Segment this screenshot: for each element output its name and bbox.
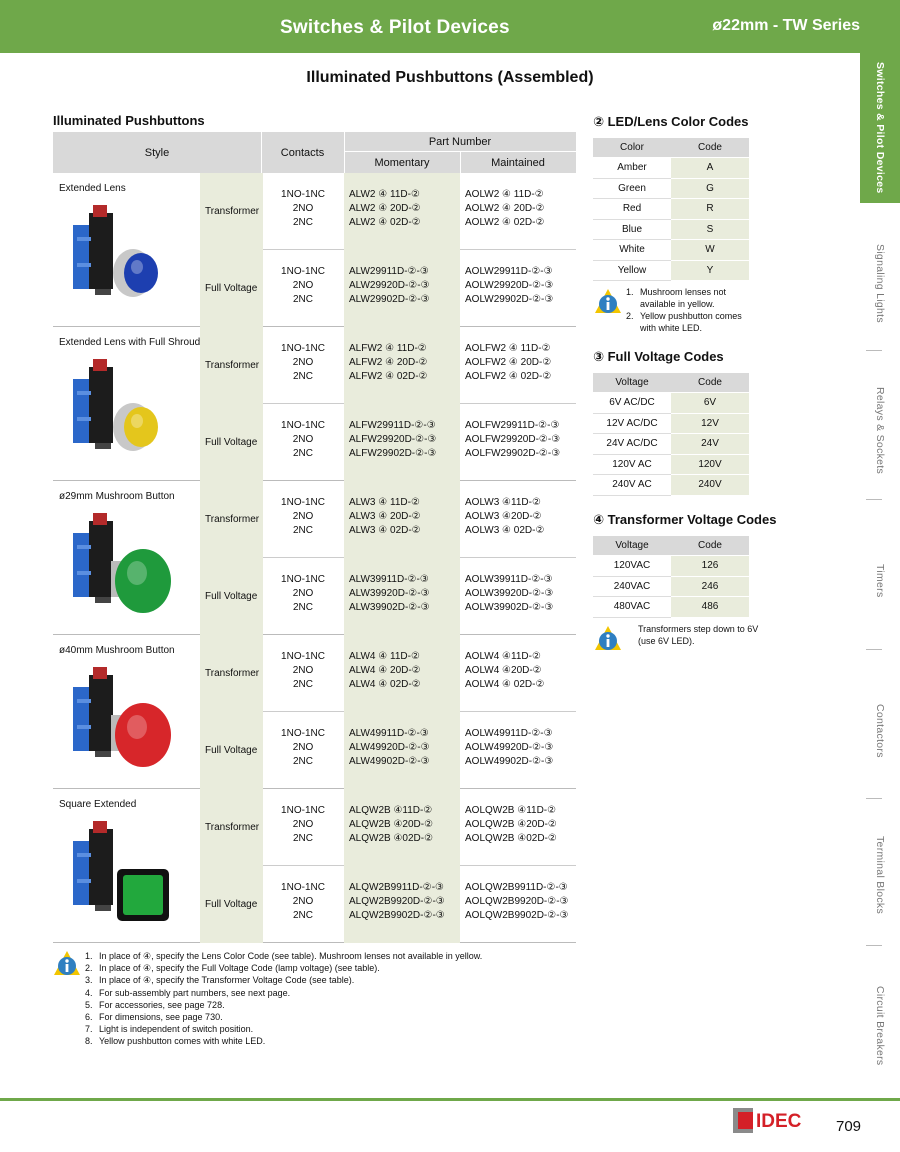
maintained-cell bbox=[460, 419, 576, 461]
maintained-cell bbox=[460, 342, 576, 384]
table-body bbox=[53, 173, 576, 943]
momentary-line: ALFW29911D-②-③ bbox=[349, 420, 436, 431]
maintained-line: AOLW29902D-②-③ bbox=[465, 294, 554, 305]
table-group bbox=[53, 789, 576, 943]
contacts-line: 2NC bbox=[292, 217, 313, 228]
contacts-line: 1NO-1NC bbox=[281, 420, 325, 431]
maintained-line: AOLQW2B9920D-②-③ bbox=[465, 896, 569, 907]
momentary-line: ALW2 ④ 11D-② bbox=[349, 189, 420, 200]
side-tab-timers[interactable]: Timers bbox=[874, 563, 886, 598]
code-cell: 246 bbox=[671, 577, 749, 598]
momentary-cell bbox=[344, 173, 460, 250]
product-photo bbox=[65, 511, 195, 621]
style-label: Extended Lens bbox=[59, 183, 126, 194]
value-cell: Blue bbox=[593, 220, 671, 241]
code-cell: 120V bbox=[671, 455, 749, 476]
page-number: 709 bbox=[836, 1118, 862, 1135]
column-header: Color bbox=[593, 138, 671, 158]
value-cell: 120V AC bbox=[593, 455, 671, 476]
momentary-line: ALW3 ④ 11D-② bbox=[349, 497, 420, 508]
table-row bbox=[593, 414, 749, 435]
maintained-line: AOLFW2 ④ 20D-② bbox=[465, 357, 552, 368]
value-cell: Amber bbox=[593, 158, 671, 179]
contacts-line: 2NC bbox=[292, 602, 313, 613]
table-row bbox=[200, 866, 576, 943]
maintained-line: AOLW2 ④ 20D-② bbox=[465, 203, 545, 214]
table-group bbox=[53, 327, 576, 481]
style-label: ø29mm Mushroom Button bbox=[59, 491, 175, 502]
maintained-line: AOLQW2B ④11D-② bbox=[465, 805, 557, 816]
table-row bbox=[593, 434, 749, 455]
momentary-line: ALW49911D-②-③ bbox=[349, 728, 429, 739]
footnote: 5. For accessories, see page 728. bbox=[85, 999, 225, 1010]
code-cell: 240V bbox=[671, 475, 749, 496]
col-part-number: Part Number bbox=[428, 135, 492, 148]
maintained-line: AOLW2 ④ 02D-② bbox=[465, 217, 545, 228]
maintained-line: AOLFW29911D-②-③ bbox=[465, 420, 560, 431]
table-row bbox=[593, 556, 749, 577]
momentary-cell bbox=[344, 789, 460, 866]
value-cell: 24V AC/DC bbox=[593, 434, 671, 455]
footnote: 6. For dimensions, see page 730. bbox=[85, 1012, 223, 1023]
contacts-line: 1NO-1NC bbox=[281, 882, 325, 893]
code-cell: G bbox=[671, 179, 749, 200]
momentary-line: ALQW2B9902D-②-③ bbox=[349, 910, 445, 921]
side-tab-relays-sockets[interactable]: Relays & Sockets bbox=[874, 386, 886, 475]
maintained-line: AOLW4 ④20D-② bbox=[465, 665, 542, 676]
momentary-line: ALQW2B ④20D-② bbox=[349, 819, 434, 830]
voltage-type: Transformer bbox=[200, 173, 263, 250]
momentary-cell bbox=[344, 481, 460, 558]
side-tab-contactors[interactable]: Contactors bbox=[874, 703, 886, 758]
momentary-cell bbox=[344, 712, 460, 789]
main-table-heading: Illuminated Pushbuttons bbox=[53, 113, 205, 128]
maintained-cell bbox=[460, 881, 576, 923]
table-row bbox=[593, 179, 749, 200]
contacts-cell bbox=[263, 650, 343, 692]
table-group bbox=[53, 481, 576, 635]
table-row bbox=[200, 481, 576, 558]
maintained-line: AOLW39902D-②-③ bbox=[465, 602, 554, 613]
voltage-type: Full Voltage bbox=[200, 404, 263, 481]
table-row bbox=[200, 250, 576, 327]
column-header: Code bbox=[671, 536, 749, 556]
maintained-line: AOLW4 ④11D-② bbox=[465, 651, 541, 662]
table-row bbox=[593, 240, 749, 261]
code-cell: 24V bbox=[671, 434, 749, 455]
momentary-line: ALFW29902D-②-③ bbox=[349, 448, 437, 459]
momentary-line: ALFW2 ④ 11D-② bbox=[349, 343, 427, 354]
contacts-line: 1NO-1NC bbox=[281, 805, 325, 816]
contacts-line: 2NC bbox=[292, 756, 313, 767]
momentary-line: ALW4 ④ 11D-② bbox=[349, 651, 420, 662]
style-label: ø40mm Mushroom Button bbox=[59, 645, 175, 656]
table-row bbox=[593, 577, 749, 598]
value-cell: White bbox=[593, 240, 671, 261]
momentary-line: ALFW2 ④ 02D-② bbox=[349, 371, 428, 382]
code-cell: Y bbox=[671, 261, 749, 282]
table-row bbox=[200, 789, 576, 866]
momentary-line: ALW4 ④ 20D-② bbox=[349, 665, 421, 676]
maintained-line: AOLW29911D-②-③ bbox=[465, 266, 553, 277]
momentary-line: ALQW2B ④02D-② bbox=[349, 833, 434, 844]
code-cell: R bbox=[671, 199, 749, 220]
momentary-line: ALW49902D-②-③ bbox=[349, 756, 430, 767]
contacts-line: 2NO bbox=[292, 203, 314, 214]
maintained-cell bbox=[460, 496, 576, 538]
side-tab-circuit-breakers[interactable]: Circuit Breakers bbox=[874, 985, 886, 1066]
maintained-cell bbox=[460, 727, 576, 769]
contacts-line: 1NO-1NC bbox=[281, 651, 325, 662]
contacts-line: 1NO-1NC bbox=[281, 189, 325, 200]
voltage-type: Full Voltage bbox=[200, 712, 263, 789]
momentary-line: ALFW29920D-②-③ bbox=[349, 434, 437, 445]
contacts-line: 2NO bbox=[292, 665, 314, 676]
column-header: Code bbox=[671, 138, 749, 158]
side-tab-switches[interactable]: Switches & Pilot Devices bbox=[860, 53, 900, 203]
page-header bbox=[0, 0, 900, 53]
contacts-cell bbox=[263, 419, 343, 461]
voltage-type: Transformer bbox=[200, 327, 263, 404]
led-color-table bbox=[593, 138, 749, 281]
col-maintained: Maintained bbox=[491, 156, 545, 169]
maintained-line: AOLFW29920D-②-③ bbox=[465, 434, 561, 445]
momentary-cell bbox=[344, 866, 460, 943]
col-momentary: Momentary bbox=[374, 156, 430, 169]
maintained-line: AOLQW2B ④02D-② bbox=[465, 833, 557, 844]
maintained-line: AOLW49902D-②-③ bbox=[465, 756, 554, 767]
contacts-line: 2NC bbox=[292, 294, 313, 305]
contacts-line: 2NO bbox=[292, 896, 314, 907]
contacts-line: 1NO-1NC bbox=[281, 497, 325, 508]
voltage-type: Transformer bbox=[200, 481, 263, 558]
full-voltage-heading: ③ Full Voltage Codes bbox=[593, 349, 724, 364]
contacts-cell bbox=[263, 496, 343, 538]
code-cell: S bbox=[671, 220, 749, 241]
table-row bbox=[200, 635, 576, 712]
table-row bbox=[593, 199, 749, 220]
momentary-cell bbox=[344, 327, 460, 404]
side-tab-signaling-lights[interactable]: Signaling Lights bbox=[874, 243, 886, 323]
side-tab-terminal-blocks[interactable]: Terminal Blocks bbox=[874, 836, 886, 915]
value-cell: 120VAC bbox=[593, 556, 671, 577]
table-row bbox=[593, 475, 749, 496]
maintained-line: AOLQW2B ④20D-② bbox=[465, 819, 557, 830]
maintained-line: AOLFW2 ④ 11D-② bbox=[465, 343, 551, 354]
product-photo bbox=[65, 819, 195, 929]
style-label: Square Extended bbox=[59, 799, 137, 810]
code-cell: A bbox=[671, 158, 749, 179]
value-cell: Red bbox=[593, 199, 671, 220]
momentary-line: ALQW2B9911D-②-③ bbox=[349, 882, 444, 893]
maintained-line: AOLW49920D-②-③ bbox=[465, 742, 554, 753]
contacts-line: 2NO bbox=[292, 819, 314, 830]
contacts-cell bbox=[263, 265, 343, 307]
momentary-cell bbox=[344, 250, 460, 327]
transformer-note: Transformers step down to 6V (use 6V LED). bbox=[638, 624, 759, 646]
maintained-line: AOLW2 ④ 11D-② bbox=[465, 189, 544, 200]
maintained-cell bbox=[460, 573, 576, 615]
table-row bbox=[200, 712, 576, 789]
momentary-line: ALW29920D-②-③ bbox=[349, 280, 430, 291]
info-icon bbox=[53, 950, 81, 976]
voltage-type: Full Voltage bbox=[200, 558, 263, 635]
contacts-cell bbox=[263, 804, 343, 846]
column-header: Voltage bbox=[593, 536, 671, 556]
momentary-line: ALW2 ④ 20D-② bbox=[349, 203, 421, 214]
momentary-line: ALW29902D-②-③ bbox=[349, 294, 430, 305]
momentary-line: ALW29911D-②-③ bbox=[349, 266, 429, 277]
momentary-line: ALW39911D-②-③ bbox=[349, 574, 429, 585]
contacts-line: 2NC bbox=[292, 371, 313, 382]
code-cell: 6V bbox=[671, 393, 749, 414]
momentary-line: ALW3 ④ 02D-② bbox=[349, 525, 421, 536]
value-cell: 12V AC/DC bbox=[593, 414, 671, 435]
table-row bbox=[200, 558, 576, 635]
maintained-line: AOLFW2 ④ 02D-② bbox=[465, 371, 552, 382]
contacts-line: 1NO-1NC bbox=[281, 266, 325, 277]
contacts-line: 2NO bbox=[292, 742, 314, 753]
footnote: 3. In place of ④, specify the Transformer Voltage Code (see table). bbox=[85, 975, 355, 986]
code-table-header bbox=[593, 536, 749, 556]
voltage-type: Transformer bbox=[200, 635, 263, 712]
product-photo bbox=[65, 203, 195, 313]
contacts-cell bbox=[263, 727, 343, 769]
momentary-line: ALW2 ④ 02D-② bbox=[349, 217, 421, 228]
value-cell: Green bbox=[593, 179, 671, 200]
table-row bbox=[200, 173, 576, 250]
momentary-cell bbox=[344, 635, 460, 712]
contacts-line: 1NO-1NC bbox=[281, 728, 325, 739]
maintained-line: AOLW3 ④20D-② bbox=[465, 511, 542, 522]
table-row bbox=[593, 393, 749, 414]
footer-rule bbox=[0, 1098, 900, 1101]
table-group bbox=[53, 635, 576, 789]
product-photo bbox=[65, 357, 195, 467]
table-row bbox=[200, 404, 576, 481]
maintained-line: AOLW39911D-②-③ bbox=[465, 574, 553, 585]
contacts-line: 2NO bbox=[292, 588, 314, 599]
code-cell: 486 bbox=[671, 597, 749, 618]
contacts-line: 2NC bbox=[292, 833, 313, 844]
maintained-line: AOLW39920D-②-③ bbox=[465, 588, 554, 599]
code-table-header bbox=[593, 373, 749, 393]
code-table-header bbox=[593, 138, 749, 158]
maintained-line: AOLW49911D-②-③ bbox=[465, 728, 553, 739]
column-header: Code bbox=[671, 373, 749, 393]
table-row bbox=[593, 455, 749, 476]
value-cell: 240V AC bbox=[593, 475, 671, 496]
contacts-line: 2NO bbox=[292, 357, 314, 368]
series-title: ø22mm - TW Series bbox=[712, 17, 860, 34]
section-title: Switches & Pilot Devices bbox=[280, 17, 510, 38]
momentary-line: ALW3 ④ 20D-② bbox=[349, 511, 421, 522]
table-row bbox=[593, 158, 749, 179]
contacts-line: 2NC bbox=[292, 525, 313, 536]
contacts-line: 2NC bbox=[292, 448, 313, 459]
momentary-line: ALW39902D-②-③ bbox=[349, 602, 430, 613]
contacts-line: 1NO-1NC bbox=[281, 574, 325, 585]
info-icon bbox=[594, 625, 622, 651]
contacts-line: 2NO bbox=[292, 511, 314, 522]
idec-logo bbox=[733, 1108, 813, 1133]
transformer-table bbox=[593, 536, 749, 618]
table-group bbox=[53, 173, 576, 327]
full-voltage-table bbox=[593, 373, 749, 496]
product-photo bbox=[65, 665, 195, 775]
table-header bbox=[53, 132, 576, 173]
contacts-line: 2NC bbox=[292, 679, 313, 690]
footnote: 4. For sub-assembly part numbers, see next page. bbox=[85, 987, 291, 998]
momentary-line: ALW39920D-②-③ bbox=[349, 588, 430, 599]
maintained-cell bbox=[460, 650, 576, 692]
value-cell: 240VAC bbox=[593, 577, 671, 598]
contacts-cell bbox=[263, 342, 343, 384]
contacts-line: 2NC bbox=[292, 910, 313, 921]
momentary-line: ALQW2B ④11D-② bbox=[349, 805, 433, 816]
momentary-line: ALQW2B9920D-②-③ bbox=[349, 896, 445, 907]
maintained-line: AOLW29920D-②-③ bbox=[465, 280, 554, 291]
maintained-cell bbox=[460, 188, 576, 230]
voltage-type: Full Voltage bbox=[200, 866, 263, 943]
table-row bbox=[593, 597, 749, 618]
momentary-cell bbox=[344, 558, 460, 635]
momentary-cell bbox=[344, 404, 460, 481]
maintained-cell bbox=[460, 265, 576, 307]
col-style: Style bbox=[144, 146, 170, 159]
value-cell: 6V AC/DC bbox=[593, 393, 671, 414]
led-notes: 1. Mushroom lenses not available in yellow. 2. Yellow pushbutton comes with white LED. bbox=[626, 287, 742, 333]
value-cell: Yellow bbox=[593, 261, 671, 282]
footnote: 7. Light is independent of switch position. bbox=[85, 1024, 254, 1035]
maintained-line: AOLW3 ④ 02D-② bbox=[465, 525, 545, 536]
voltage-type: Full Voltage bbox=[200, 250, 263, 327]
maintained-line: AOLFW29902D-②-③ bbox=[465, 448, 561, 459]
maintained-line: AOLQW2B9911D-②-③ bbox=[465, 882, 568, 893]
info-icon bbox=[594, 288, 622, 314]
maintained-line: AOLQW2B9902D-②-③ bbox=[465, 910, 569, 921]
contacts-line: 2NO bbox=[292, 434, 314, 445]
code-cell: 12V bbox=[671, 414, 749, 435]
pushbutton-table bbox=[53, 132, 576, 943]
contacts-cell bbox=[263, 881, 343, 923]
momentary-line: ALW49920D-②-③ bbox=[349, 742, 430, 753]
maintained-line: AOLW4 ④ 02D-② bbox=[465, 679, 545, 690]
maintained-cell bbox=[460, 804, 576, 846]
maintained-line: AOLW3 ④11D-② bbox=[465, 497, 541, 508]
contacts-line: 1NO-1NC bbox=[281, 343, 325, 354]
footnote: 2. In place of ④, specify the Full Voltage Code (lamp voltage) (see table). bbox=[85, 963, 380, 974]
momentary-line: ALW4 ④ 02D-② bbox=[349, 679, 421, 690]
footnote: 8. Yellow pushbutton comes with white LED. bbox=[85, 1036, 266, 1047]
code-cell: W bbox=[671, 240, 749, 261]
table-row bbox=[200, 327, 576, 404]
contacts-cell bbox=[263, 573, 343, 615]
contacts-line: 2NO bbox=[292, 280, 314, 291]
side-tabs bbox=[860, 53, 900, 1098]
value-cell: 480VAC bbox=[593, 597, 671, 618]
code-cell: 126 bbox=[671, 556, 749, 577]
footnotes bbox=[85, 950, 482, 1048]
transformer-heading: ④ Transformer Voltage Codes bbox=[593, 512, 777, 527]
momentary-line: ALFW2 ④ 20D-② bbox=[349, 357, 428, 368]
column-header: Voltage bbox=[593, 373, 671, 393]
table-row bbox=[593, 261, 749, 282]
led-table-heading: ② LED/Lens Color Codes bbox=[593, 114, 749, 129]
table-row bbox=[593, 220, 749, 241]
page-title: Illuminated Pushbuttons (Assembled) bbox=[306, 69, 594, 86]
footnote: 1. In place of ④, specify the Lens Color Code (see table). Mushroom lenses not available in yellow. bbox=[85, 951, 483, 961]
contacts-cell bbox=[263, 188, 343, 230]
col-contacts: Contacts bbox=[280, 146, 325, 159]
voltage-type: Transformer bbox=[200, 789, 263, 866]
style-label: Extended Lens with Full Shroud bbox=[59, 337, 201, 348]
idec-logo-text: IDEC bbox=[756, 1111, 802, 1132]
